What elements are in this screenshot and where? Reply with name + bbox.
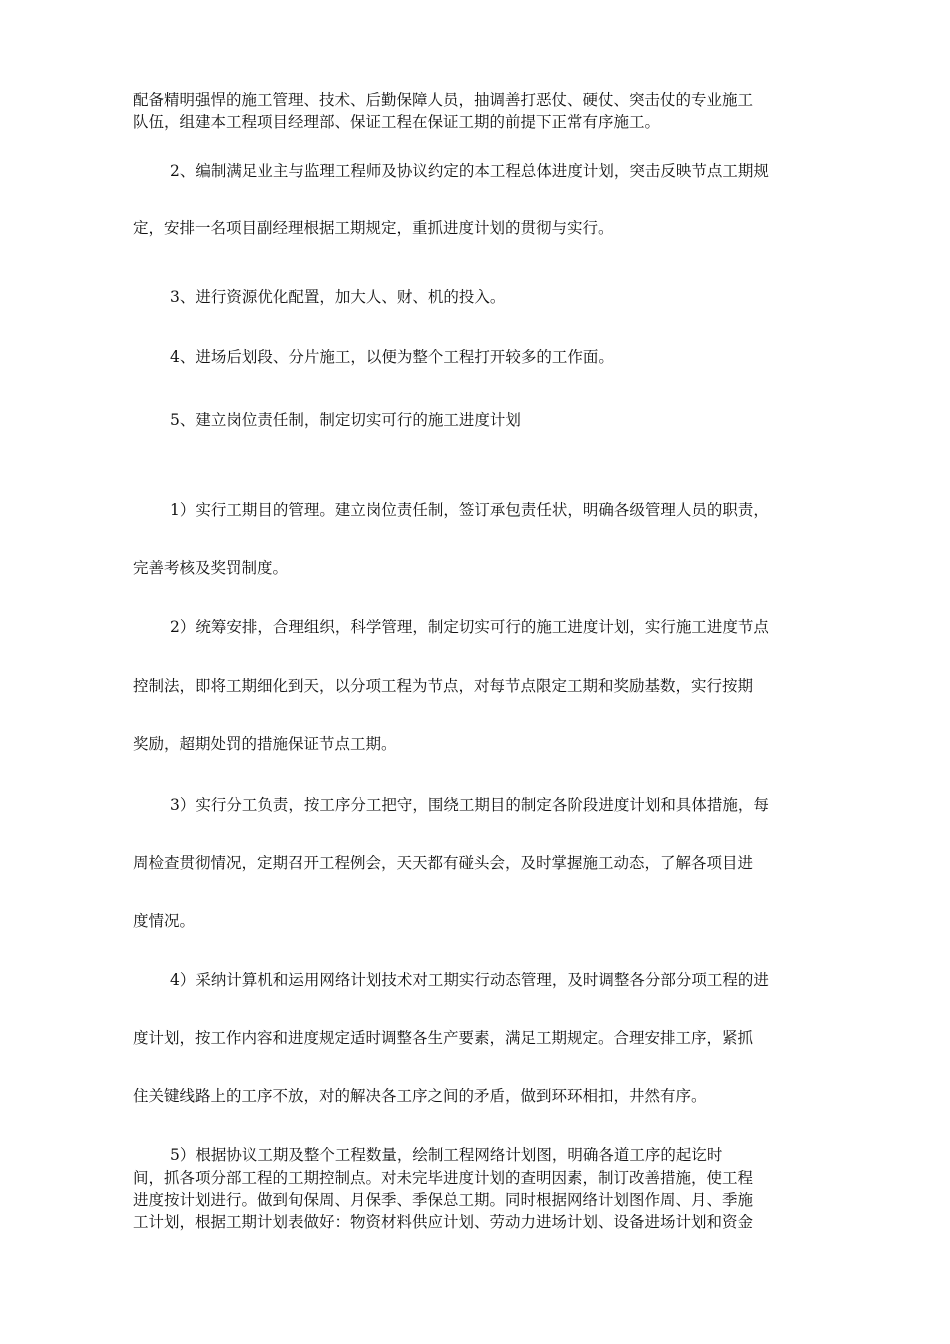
text-line: 完善考核及奖罚制度。 xyxy=(133,559,289,577)
text-line: 1）实行工期目的管理。建立岗位责任制，签订承包责任状，明确各级管理人员的职责， xyxy=(170,501,769,519)
text-line: 3、进行资源优化配置，加大人、财、机的投入。 xyxy=(170,288,506,306)
text-line: 5、建立岗位责任制，制定切实可行的施工进度计划 xyxy=(170,411,521,429)
text-line: 度情况。 xyxy=(133,912,196,930)
text-line: 4）采纳计算机和运用网络计划技术对工期实行动态管理，及时调整各分部分项工程的进 xyxy=(170,971,769,989)
text-line: 住关键线路上的工序不放，对的解决各工序之间的矛盾，做到环环相扣，井然有序。 xyxy=(133,1087,707,1105)
text-line: 4、进场后划段、分片施工，以便为整个工程打开较多的工作面。 xyxy=(170,348,614,366)
text-line: 控制法，即将工期细化到天，以分项工程为节点，对每节点限定工期和奖励基数，实行按期 xyxy=(133,677,754,695)
text-line: 配备精明强悍的施工管理、技术、后勤保障人员，抽调善打恶仗、硬仗、突击仗的专业施工 xyxy=(133,91,754,109)
text-line: 队伍，组建本工程项目经理部、保证工程在保证工期的前提下正常有序施工。 xyxy=(133,113,661,131)
text-line: 2）统筹安排，合理组织，科学管理，制定切实可行的施工进度计划，实行施工进度节点 xyxy=(170,618,769,636)
text-line: 周检查贯彻情况，定期召开工程例会，天天都有碰头会，及时掌握施工动态，了解各项目进 xyxy=(133,854,754,872)
text-line: 2、编制满足业主与监理工程师及协议约定的本工程总体进度计划，突击反映节点工期规 xyxy=(170,162,769,180)
text-line: 度计划，按工作内容和进度规定适时调整各生产要素，满足工期规定。合理安排工序，紧抓 xyxy=(133,1029,754,1047)
text-line: 奖励，超期处罚的措施保证节点工期。 xyxy=(133,735,397,753)
text-line: 工计划，根据工期计划表做好：物资材料供应计划、劳动力进场计划、设备进场计划和资金 xyxy=(133,1213,754,1231)
text-line: 3）实行分工负责，按工序分工把守，围绕工期目的制定各阶段进度计划和具体措施，每 xyxy=(170,796,769,814)
text-line: 间，抓各项分部工程的工期控制点。对未完毕进度计划的查明因素，制订改善措施，使工程 xyxy=(133,1169,754,1187)
text-line: 5）根据协议工期及整个工程数量，绘制工程网络计划图，明确各道工序的起讫时 xyxy=(170,1146,723,1164)
text-line: 进度按计划进行。做到旬保周、月保季、季保总工期。同时根据网络计划图作周、月、季施 xyxy=(133,1191,754,1209)
text-line: 定，安排一名项目副经理根据工期规定，重抓进度计划的贯彻与实行。 xyxy=(133,219,614,237)
